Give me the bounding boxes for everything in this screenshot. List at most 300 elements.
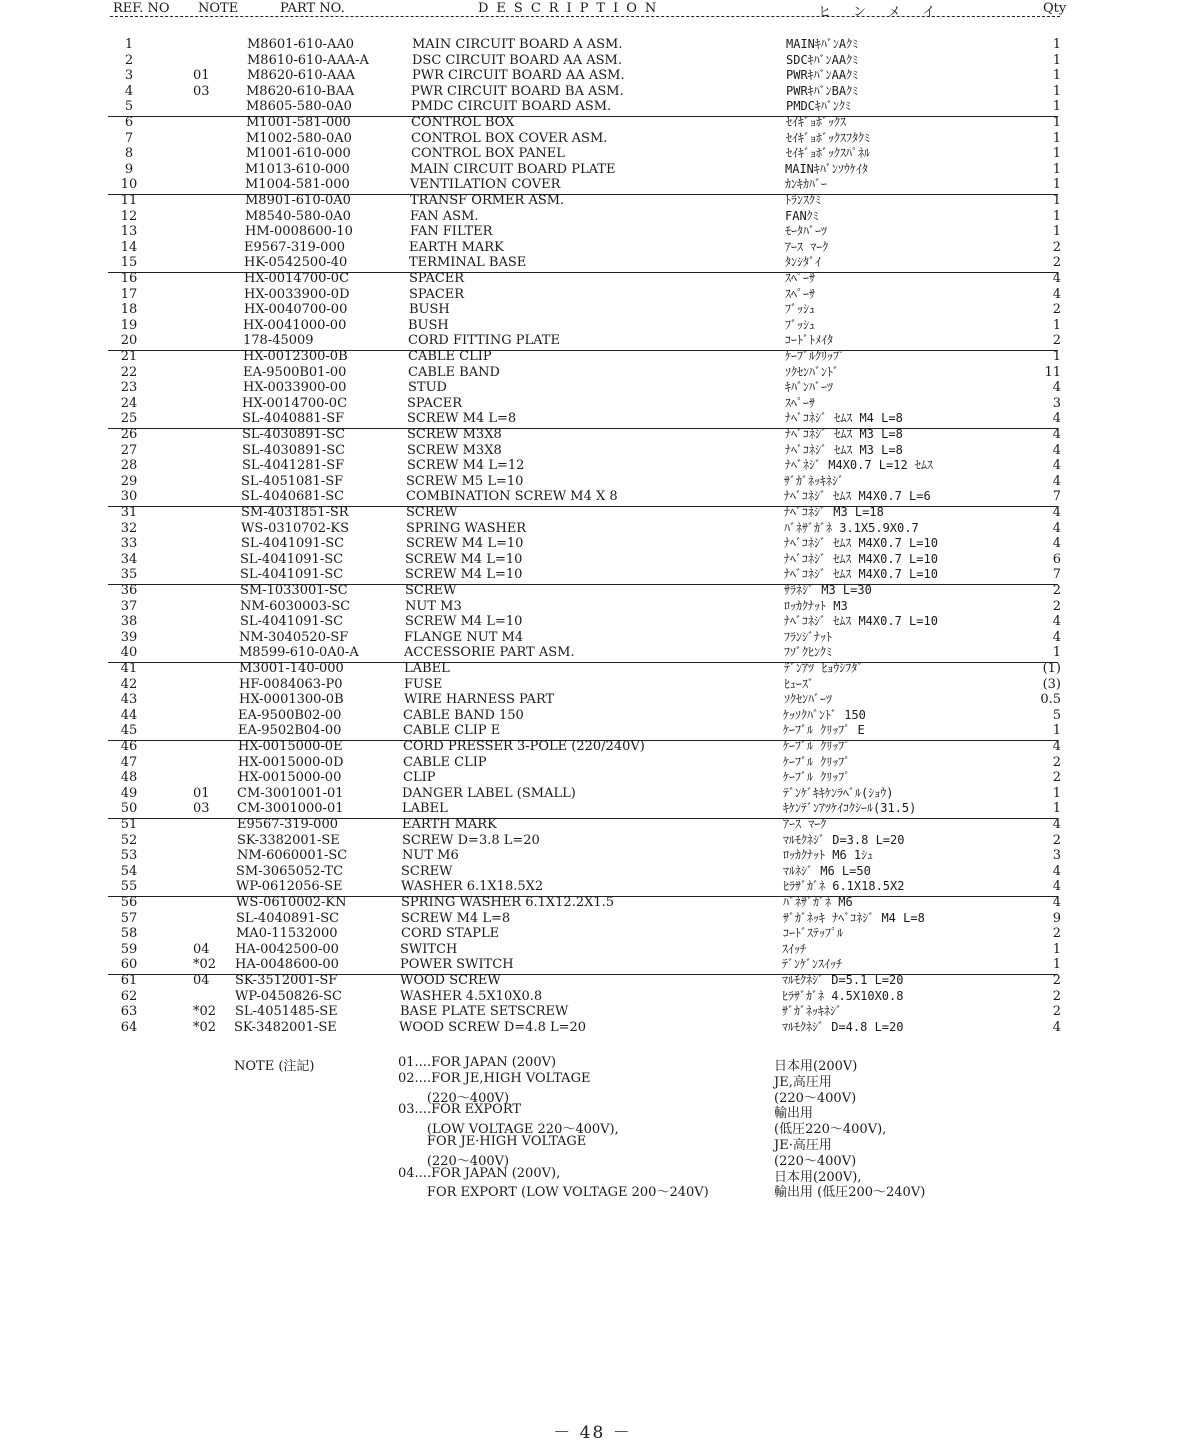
description-cell: SCREW M4 L=10 [405,551,523,567]
kana-cell: ｻﾞｶﾞﾈｯｷﾈｼﾞ [782,1004,843,1019]
part-no-cell: M8540-580-0A0 [245,208,351,224]
ref-cell: 57 [120,910,138,926]
note-text-ja: JE,高圧用 [774,1074,832,1090]
kana-cell: ｹｰﾌﾞﾙ ｸﾘｯﾌﾟ [783,770,851,785]
header-ref-no: REF. NO [113,1,170,16]
part-no-cell: SL-4041281-SF [242,458,345,474]
table-row [0,318,1185,334]
qty-cell: 4 [1052,614,1061,630]
qty-cell: 1 [1052,941,1061,957]
qty-cell: 1 [1052,317,1061,333]
part-no-cell: M1001-610-000 [246,146,351,162]
note-text-en: FOR JE·HIGH VOLTAGE [398,1134,587,1149]
description-cell: ACCESSORIE PART ASM. [404,645,575,661]
part-no-cell: HA-0042500-00 [235,941,339,957]
kana-cell: ﾅﾍﾞｺﾈｼﾞ ｾﾑｽ M4X0.7 L=10 [784,614,938,629]
description-cell: SCREW D=3.8 L=20 [402,832,540,848]
description-cell: SCREW M5 L=10 [406,473,524,489]
note-cell: 04 [193,941,210,957]
qty-cell: 2 [1052,302,1061,318]
ref-cell: 37 [120,598,138,614]
kana-cell: FANｸﾐ [785,208,819,223]
ref-cell: 9 [124,161,134,177]
description-cell: SCREW M3X8 [407,442,502,458]
qty-cell: 4 [1052,629,1061,645]
note-cell: 04 [193,973,210,988]
description-cell: CONTROL BOX [411,115,515,130]
part-no-cell: SK-3482001-SE [234,1019,337,1035]
table-row [0,786,1185,802]
kana-cell: ｾｲｷﾞｮﾎﾞｯｸｽﾊﾟﾈﾙ [786,146,871,161]
kana-cell: ﾊﾞﾈｻﾞｶﾞﾈ 3.1X5.9X0.7 [784,520,919,535]
ref-cell: 33 [120,536,138,552]
description-cell: WOOD SCREW [400,973,501,988]
kana-cell: ｺｰﾄﾞｽﾃｯﾌﾟﾙ [783,926,844,941]
part-no-cell: M8605-580-0A0 [246,99,352,115]
part-no-cell: NM-3040520-SF [239,629,349,645]
kana-cell: ﾅﾍﾞｺﾈｼﾞ M3 L=18 [784,505,884,519]
part-no-cell: HM-0008600-10 [245,224,353,240]
note-text-ja: (220～400V) [774,1090,857,1106]
group-separator [108,350,1058,351]
table-row [0,68,1185,84]
description-cell: WASHER 6.1X18.5X2 [401,879,544,895]
qty-cell: 2 [1052,239,1061,255]
qty-cell: 2 [1052,770,1061,786]
qty-cell: 7 [1052,489,1061,505]
ref-cell: 41 [120,661,138,676]
part-no-cell: NM-6060001-SC [237,848,348,864]
qty-cell: 1 [1052,37,1061,52]
table-row [0,661,1185,677]
qty-cell: 2 [1052,832,1061,848]
table-row [0,599,1185,615]
qty-cell: 1 [1052,801,1061,817]
kana-cell: ﾊﾞﾈｻﾞｶﾞﾈ M6 [783,895,853,909]
group-separator [108,974,1058,975]
table-row [0,162,1185,178]
description-cell: POWER SWITCH [400,957,514,973]
note-cell: 03 [193,801,210,817]
description-cell: NUT M3 [405,598,462,614]
header-kana: ヒンメイ [818,5,958,20]
table-row [0,209,1185,225]
description-cell: CABLE CLIP [408,349,492,364]
kana-cell: PMDCｷﾊﾞﾝｸﾐ [786,99,851,114]
ref-cell: 11 [120,193,138,208]
description-cell: BUSH [408,317,449,333]
table-row [0,287,1185,303]
table-row [0,177,1185,193]
description-cell: CABLE BAND 150 [403,707,524,723]
qty-cell: 3 [1052,395,1061,411]
kana-cell: ﾋｭｰｽﾞ [784,676,815,691]
ref-cell: 21 [120,349,138,364]
kana-cell: SDCｷﾊﾞﾝAAｸﾐ [786,52,859,67]
part-no-cell: M8620-610-BAA [246,83,355,99]
table-row [0,957,1185,973]
page-number: － 48 － [553,1423,632,1443]
qty-cell: 2 [1052,754,1061,770]
ref-cell: 5 [124,99,134,115]
description-cell: PMDC CIRCUIT BOARD ASM. [411,99,612,115]
group-separator [108,818,1058,819]
part-no-cell: HX-0001300-0B [239,692,344,708]
kana-cell: ﾀﾝｼﾀﾞｲ [785,255,822,270]
qty-cell: 4 [1052,536,1061,552]
description-cell: SPRING WASHER [406,520,527,536]
part-no-cell: HX-0041000-00 [243,317,347,333]
ref-cell: 28 [120,458,138,474]
description-cell: MAIN CIRCUIT BOARD A ASM. [412,37,623,52]
kana-cell: ｾｲｷﾞｮﾎﾞｯｸｽ [786,115,847,129]
description-cell: PWR CIRCUIT BOARD AA ASM. [412,68,625,84]
description-cell: FUSE [404,676,443,692]
qty-cell: 4 [1052,380,1061,396]
note-text-en: 04....FOR JAPAN (200V), [398,1165,561,1181]
description-cell: EARTH MARK [409,239,504,255]
table-row [0,630,1185,646]
table-row [0,240,1185,256]
part-no-cell: M1002-580-0A0 [246,130,352,146]
kana-cell: PWRｷﾊﾞﾝBAｸﾐ [786,83,859,98]
ref-cell: 26 [120,427,138,442]
ref-cell: 19 [120,317,138,333]
note-text-ja: (低圧220～400V), [774,1122,887,1138]
kana-cell: ｻﾗﾈｼﾞ M3 L=30 [784,583,872,597]
table-row [0,536,1185,552]
table-row [0,37,1185,53]
table-row [0,53,1185,69]
kana-cell: ﾏﾙﾓｸﾈｼﾞ D=5.1 L=20 [782,973,904,987]
description-cell: SPACER [409,271,465,286]
ref-cell: 52 [120,832,138,848]
part-no-cell: SL-4041091-SC [240,551,344,567]
table-row [0,458,1185,474]
ref-cell: 36 [120,583,138,598]
description-cell: CONTROL BOX PANEL [411,146,565,162]
ref-cell: 46 [120,739,138,754]
part-no-cell: SM-1033001-SC [240,583,348,598]
kana-cell: ｿｸｾﾝﾊﾞｰﾂ [784,692,833,707]
note-cell: *02 [193,1004,217,1020]
part-no-cell: EA-9502B04-00 [238,723,342,739]
qty-cell: 4 [1052,520,1061,536]
kana-cell: ﾃﾞﾝｹﾞｷｷｹﾝﾗﾍﾞﾙ(ｼｮｳ) [783,785,894,800]
kana-cell: ﾛｯｶｸﾅｯﾄ M3 [784,598,848,613]
description-cell: TERMINAL BASE [409,255,527,271]
header-underline [110,16,1060,17]
kana-cell: ｹｯｿｸﾊﾞﾝﾄﾞ 150 [783,707,866,722]
ref-cell: 32 [120,520,138,536]
ref-cell: 17 [120,286,138,302]
table-row [0,271,1185,287]
qty-cell: 1 [1052,68,1061,84]
note-text-en: FOR EXPORT (LOW VOLTAGE 200～240V) [398,1185,709,1201]
part-no-cell: NM-6030003-SC [240,598,351,614]
ref-cell: 62 [120,988,138,1004]
part-no-cell: WS-0310702-KS [241,520,350,536]
description-cell: CABLE CLIP [403,754,487,770]
ref-cell: 16 [120,271,138,286]
table-row [0,817,1185,833]
kana-cell: ﾏﾙﾈｼﾞ M6 L=50 [783,863,871,878]
qty-cell: 2 [1052,1004,1061,1020]
kana-cell: ｻﾞｶﾞﾈｯｷ ﾅﾍﾞｺﾈｼﾞ M4 L=8 [783,910,925,925]
ref-cell: 24 [120,395,138,411]
table-row [0,895,1185,911]
part-no-cell: SL-4040891-SC [236,910,340,926]
kana-cell: ﾅﾍﾞｺﾈｼﾞ ｾﾑｽ M3 L=8 [785,427,903,441]
part-no-cell: EA-9500B01-00 [243,364,347,380]
part-no-cell: HF-0084063-P0 [239,676,343,692]
ref-cell: 8 [124,146,134,162]
table-row [0,708,1185,724]
table-row [0,1004,1185,1020]
ref-cell: 63 [120,1004,138,1020]
table-row [0,567,1185,583]
part-no-cell: M1001-581-000 [246,115,351,130]
group-separator [108,740,1058,741]
header-qty: Qty [1043,1,1067,16]
part-no-cell: HX-0015000-0E [238,739,343,754]
qty-cell: 4 [1052,739,1061,754]
ref-cell: 20 [120,333,138,349]
qty-cell: 1 [1052,115,1061,130]
ref-cell: 56 [120,895,138,910]
table-row [0,99,1185,115]
note-text-en: 03....FOR EXPORT [398,1102,522,1118]
qty-cell: 1 [1052,349,1061,364]
group-separator [108,194,1058,195]
qty-cell: 2 [1052,926,1061,942]
ref-cell: 61 [120,973,138,988]
description-cell: CABLE BAND [408,364,500,380]
qty-cell: 4 [1052,427,1061,442]
description-cell: DSC CIRCUIT BOARD AA ASM. [412,52,622,68]
table-row [0,396,1185,412]
table-row [0,770,1185,786]
note-cell: 01 [193,68,210,84]
ref-cell: 44 [120,707,138,723]
part-no-cell: HX-0014700-0C [244,271,350,286]
kana-cell: ｿｸｾﾝﾊﾞﾝﾄﾞ [785,364,840,379]
table-row [0,365,1185,381]
note-text-en: (220～400V) [398,1153,510,1169]
part-no-cell: SK-3512001-SF [235,973,338,988]
kana-cell: ｾｲｷﾞｮﾎﾞｯｸｽﾌﾀｸﾐ [786,130,871,145]
description-cell: COMBINATION SCREW M4 X 8 [406,489,618,505]
ref-cell: 60 [120,957,138,973]
part-no-cell: SL-4041091-SC [241,536,345,552]
description-cell: PWR CIRCUIT BOARD BA ASM. [411,83,624,99]
description-cell: CORD STAPLE [401,926,500,942]
kana-cell: ﾌｿﾞｸﾋﾝｸﾐ [784,645,833,660]
ref-cell: 59 [120,941,138,957]
note-cell: 03 [193,83,210,99]
part-no-cell: WP-0612056-SE [236,879,343,895]
qty-cell: 2 [1052,583,1061,598]
part-no-cell: M8620-610-AAA [247,68,356,84]
header-description: DESCRIPTION [478,1,665,16]
description-cell: SPACER [407,395,463,411]
table-row [0,193,1185,209]
description-cell: SCREW M4 L=12 [407,458,525,474]
part-no-cell: HX-0012300-0B [243,349,348,364]
description-cell: SPRING WASHER 6.1X12.2X1.5 [401,895,615,910]
part-no-cell: SL-4030891-SC [242,427,346,442]
qty-cell: 4 [1052,895,1061,910]
qty-cell: 1 [1052,957,1061,973]
part-no-cell: M1013-610-000 [245,161,350,177]
qty-cell: 1 [1052,723,1061,739]
qty-cell: 2 [1052,333,1061,349]
kana-cell: ﾋﾗｻﾞｶﾞﾈ 4.5X10X0.8 [782,988,904,1003]
ref-cell: 39 [120,629,138,645]
ref-cell: 15 [120,255,138,271]
part-no-cell: CM-3001001-01 [237,785,344,801]
kana-cell: ｽｲｯﾁ [782,941,807,956]
ref-cell: 13 [120,224,138,240]
kana-cell: ｹｰﾌﾞﾙ ｸﾘｯﾌﾟ [783,739,851,753]
table-row [0,583,1185,599]
description-cell: CONTROL BOX COVER ASM. [411,130,608,146]
description-cell: NUT M6 [402,848,459,864]
part-no-cell: M8610-610-AAA-A [247,52,369,68]
part-no-cell: SL-4051081-SF [241,473,344,489]
qty-cell: 2 [1052,255,1061,271]
group-separator [108,428,1058,429]
note-text-ja: (220～400V) [774,1153,857,1169]
kana-cell: ｽﾍﾟｰｻ [785,271,816,285]
qty-cell: 4 [1052,473,1061,489]
table-row [0,926,1185,942]
table-row [0,723,1185,739]
table-row [0,614,1185,630]
ref-cell: 2 [124,52,134,68]
qty-cell: 11 [1044,364,1061,380]
table-row [0,755,1185,771]
ref-cell: 3 [124,68,134,84]
qty-cell: 0.5 [1040,692,1061,708]
description-cell: VENTILATION COVER [410,177,561,193]
table-row [0,973,1185,989]
qty-cell: 1 [1052,785,1061,801]
ref-cell: 50 [120,801,138,817]
kana-cell: ｹｰﾌﾞﾙｸﾘｯﾌﾟ [785,349,846,363]
group-separator [108,272,1058,273]
qty-cell: 3 [1052,848,1061,864]
part-no-cell: HA-0048600-00 [235,957,339,973]
note-text-ja: JE·高圧用 [774,1138,832,1153]
kana-cell: ﾛｯｶｸﾅｯﾄ M6 1ｼｭ [783,848,874,863]
description-cell: LABEL [402,801,448,817]
note-cell: 01 [193,785,210,801]
kana-cell: ｺｰﾄﾞﾄﾒｲﾀ [785,333,834,348]
table-row [0,349,1185,365]
kana-cell: ﾌﾞｯｼｭ [785,302,816,317]
ref-cell: 25 [120,411,138,427]
ref-cell: 40 [120,645,138,661]
table-row [0,739,1185,755]
qty-cell: 4 [1052,505,1061,520]
description-cell: WASHER 4.5X10X0.8 [400,988,543,1004]
ref-cell: 35 [120,567,138,583]
table-row [0,521,1185,537]
qty-cell: 2 [1052,988,1061,1004]
kana-cell: ｽﾍﾟｰｻ [785,286,816,301]
qty-cell: 4 [1052,458,1061,474]
table-row [0,302,1185,318]
header-part-no: PART NO. [280,1,345,16]
part-no-cell: SL-4040681-SC [241,489,345,505]
group-separator [108,506,1058,507]
table-row [0,255,1185,271]
header-note: NOTE [198,1,239,16]
table-row [0,224,1185,240]
part-no-cell: SL-4040881-SF [242,411,345,427]
note-text-ja: 輸出用 [774,1106,814,1122]
qty-cell: 2 [1052,973,1061,988]
ref-cell: 14 [120,239,138,255]
kana-cell: ﾋﾗｻﾞｶﾞﾈ 6.1X18.5X2 [783,879,905,894]
qty-cell: 4 [1052,271,1061,286]
table-row [0,833,1185,849]
part-no-cell: SL-4041091-SC [240,567,344,583]
ref-cell: 30 [120,489,138,505]
qty-cell: 5 [1052,707,1061,723]
part-no-cell: SM-4031851-SR [241,505,349,520]
qty-cell: 6 [1052,551,1061,567]
kana-cell: MAINｷﾊﾞﾝｿｳｹｲﾀ [785,161,868,176]
table-row [0,879,1185,895]
note-text-ja: 日本用(200V), [774,1169,862,1185]
table-row [0,443,1185,459]
description-cell: SCREW [405,583,457,598]
qty-cell: 4 [1052,411,1061,427]
ref-cell: 34 [120,551,138,567]
table-row [0,552,1185,568]
kana-cell: ｽﾍﾟｰｻ [785,395,816,410]
part-no-cell: EA-9500B02-00 [238,707,342,723]
ref-cell: 43 [120,692,138,708]
description-cell: SCREW M3X8 [407,427,502,442]
note-cell: *02 [193,1019,217,1035]
description-cell: TRANSF ORMER ASM. [410,193,565,208]
description-cell: CORD PRESSER 3-POLE (220/240V) [403,739,645,754]
part-no-cell: E9567-319-000 [244,239,345,255]
kana-cell: ｱｰｽ ﾏｰｸ [785,239,829,254]
qty-cell: 1 [1052,146,1061,162]
table-row [0,411,1185,427]
part-no-cell: SL-4051485-SE [235,1004,338,1020]
part-no-cell: M1004-581-000 [245,177,350,193]
table-row [0,1020,1185,1036]
kana-cell: ﾅﾍﾞﾈｼﾞ M4X0.7 L=12 ｾﾑｽ [785,458,933,473]
description-cell: FAN ASM. [410,208,479,224]
table-row [0,801,1185,817]
qty-cell: 4 [1052,879,1061,895]
note-text-en: (LOW VOLTAGE 220～400V), [398,1122,619,1138]
description-cell: FAN FILTER [410,224,493,240]
qty-cell: 1 [1052,161,1061,177]
ref-cell: 47 [120,754,138,770]
group-separator [108,584,1058,585]
description-cell: EARTH MARK [402,817,497,832]
part-no-cell: HK-0542500-40 [244,255,348,271]
qty-cell: 1 [1052,99,1061,115]
ref-cell: 4 [124,83,134,99]
